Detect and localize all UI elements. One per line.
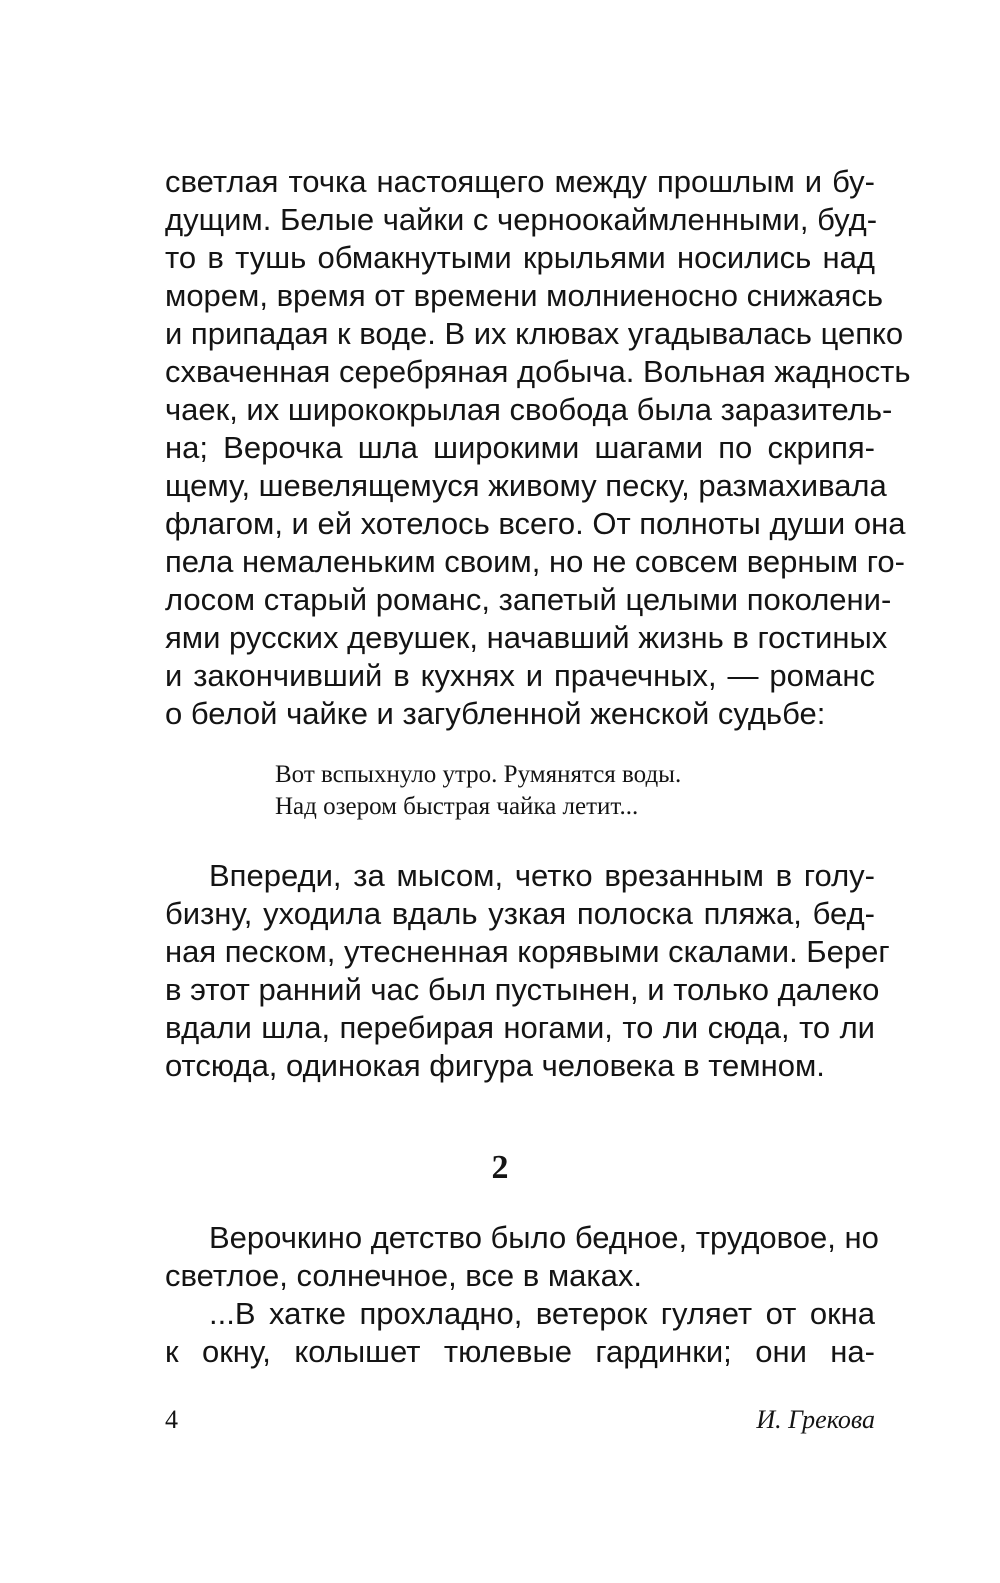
text-line: и припадая к воде. В их клювах угадывалась цепко — [165, 316, 904, 351]
text-line: отсюда, одинокая фигура человека в темном. — [165, 1048, 825, 1083]
verse-line: Над озером быстрая чайка летит... — [275, 793, 639, 820]
text-line: к окну, колышет тюлевые гардинки; они на- — [165, 1334, 875, 1369]
chapter-number: 2 — [491, 1149, 509, 1186]
text-line: в этот ранний час был пустынен, и только далеко — [165, 972, 880, 1007]
text-line: светлое, солнечное, все в маках. — [165, 1258, 643, 1293]
text-line: флагом, и ей хотелось всего. От полноты души она — [165, 506, 906, 541]
page-number: 4 — [165, 1405, 178, 1434]
text-line: Верочкино детство было бедное, трудовое, но — [209, 1220, 879, 1255]
text-line: чаек, их ширококрылая свобода была заразитель- — [165, 392, 893, 427]
text-line: вдали шла, перебирая ногами, то ли сюда, то ли — [165, 1010, 875, 1045]
verse-line: Вот вспыхнуло утро. Румянятся воды. — [275, 761, 682, 788]
text-line: пела немаленьким своим, но не совсем верным го- — [165, 544, 905, 579]
running-footer-author: И. Грекова — [756, 1405, 875, 1434]
text-line: светлая точка настоящего между прошлым и бу- — [165, 164, 875, 199]
text-line: ...В хатке прохладно, ветерок гуляет от окна — [209, 1296, 875, 1331]
text-line: ями русских девушек, начавший жизнь в гостиных — [165, 620, 888, 655]
text-line: о белой чайке и загубленной женской судьбе: — [165, 696, 826, 731]
text-line: то в тушь обмакнутыми крыльями носились над — [165, 240, 875, 275]
text-line: бизну, уходила вдаль узкая полоска пляжа, бед- — [165, 896, 875, 931]
text-line: щему, шевелящемуся живому песку, размахивала — [165, 468, 887, 503]
text-line: и закончивший в кухнях и прачечных, — романс — [165, 658, 875, 693]
text-line: ная песком, утесненная корявыми скалами. Берег — [165, 934, 890, 969]
text-line: Впереди, за мысом, четко врезанным в голу- — [209, 858, 875, 893]
text-line: схваченная серебряная добыча. Вольная жадность — [165, 354, 911, 389]
text-line: дущим. Белые чайки с черноокаймленными, буд- — [165, 202, 878, 237]
text-line: лосом старый романс, запетый целыми поколени- — [165, 582, 892, 617]
text-line: на; Верочка шла широкими шагами по скрипя- — [165, 430, 875, 465]
text-line: морем, время от времени молниеносно снижаясь — [165, 278, 883, 313]
